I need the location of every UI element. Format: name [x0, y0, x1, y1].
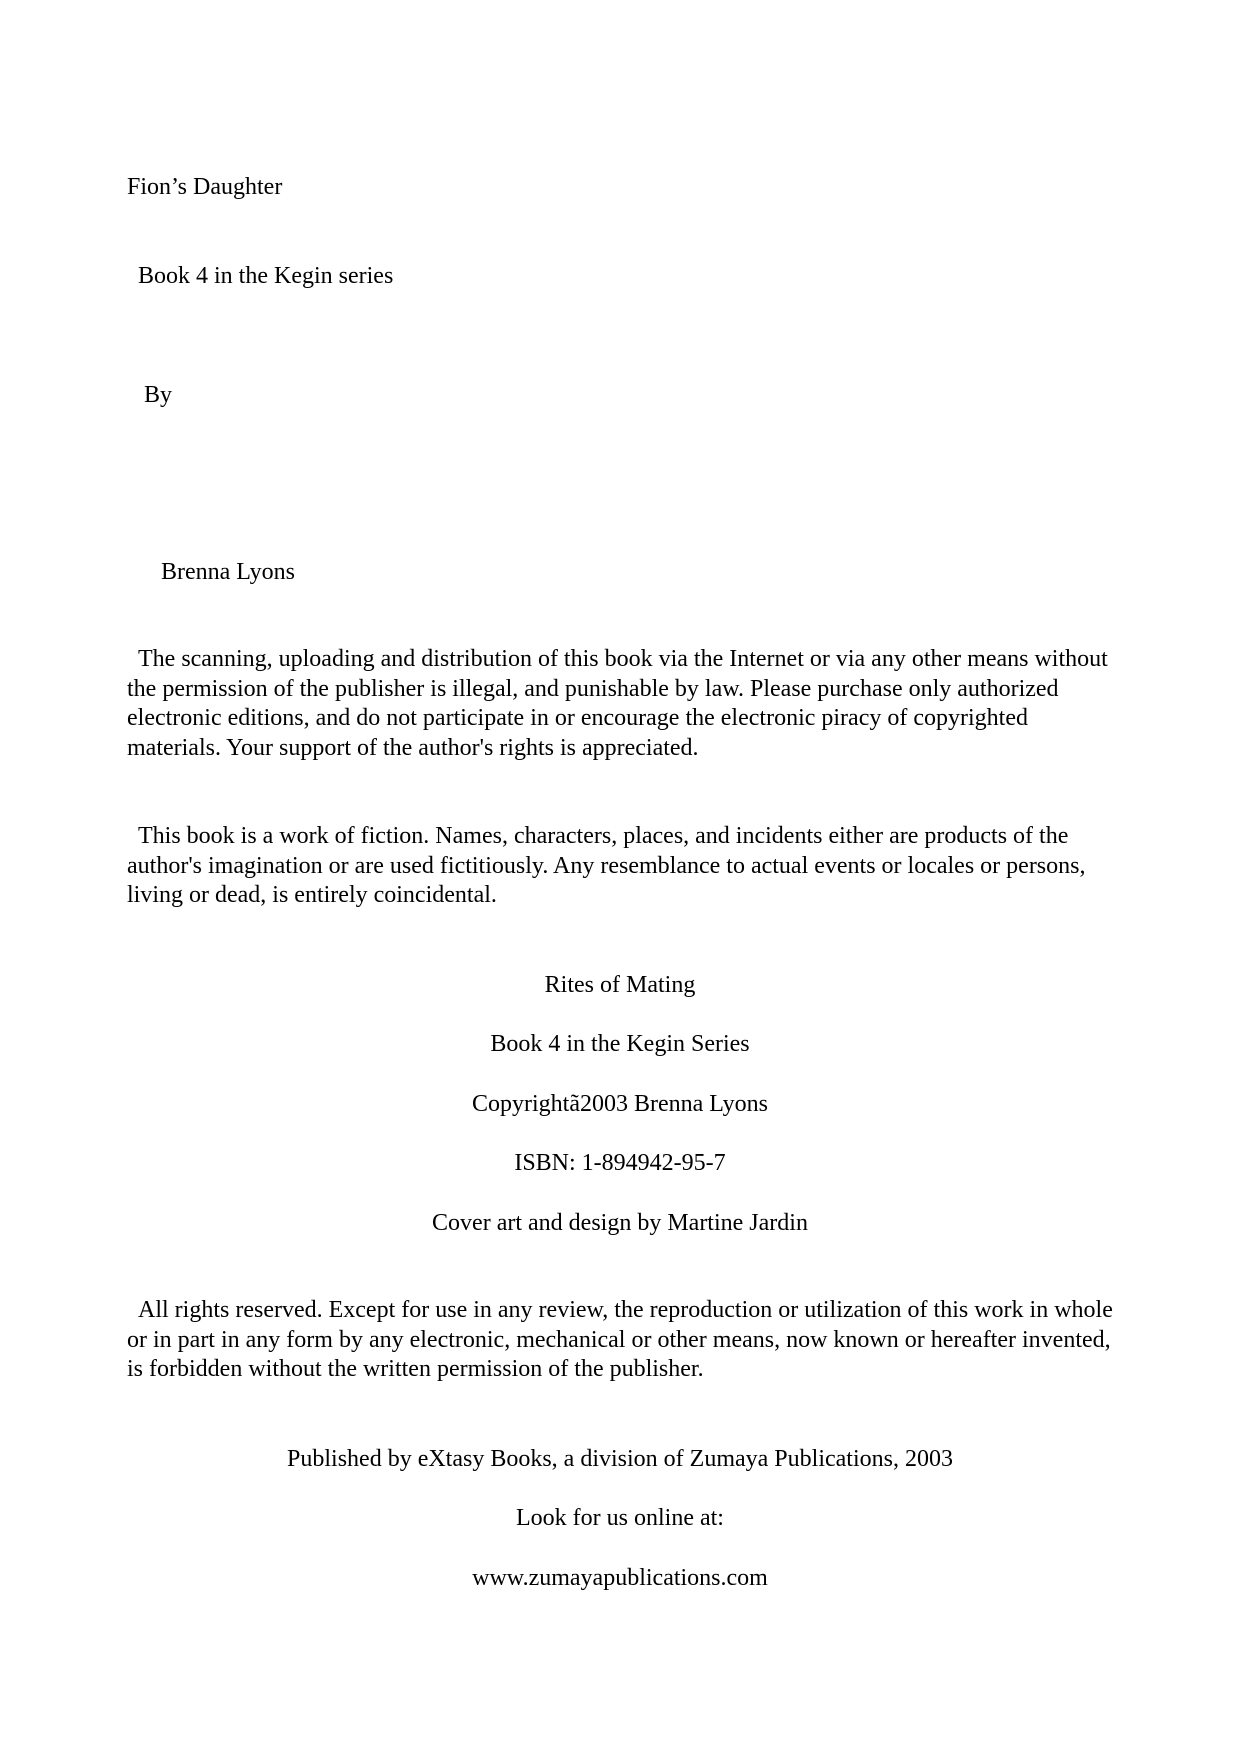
isbn-text: ISBN: 1-894942-95-7	[514, 1150, 726, 1176]
isbn-line	[0, 1148, 1240, 1178]
book-title: Fion’s Daughter	[127, 174, 283, 200]
series-line: Book 4 in the Kegin series	[138, 263, 394, 289]
website-link[interactable]: www.zumayapublications.com	[472, 1565, 768, 1591]
website-line	[0, 1563, 1240, 1593]
copyright-line	[0, 1089, 1240, 1119]
colophon-book-title-text: Rites of Mating	[544, 972, 696, 998]
look-online-text: Look for us online at:	[516, 1505, 724, 1531]
cover-credit	[0, 1208, 1240, 1238]
by-line: By	[144, 382, 173, 408]
rights-notice: All rights reserved. Except for use in any review, the reproduction or utilization of this work in whole or in part in any form by any electronic, mechanical or other means, now known or hereafter invented, is forbidden without the written permission of the publisher.	[127, 1297, 1113, 1382]
colophon-book-title	[0, 970, 1240, 1000]
copyright-text: Copyrightã2003 Brenna Lyons	[472, 1091, 768, 1117]
colophon-series-text: Book 4 in the Kegin Series	[490, 1031, 750, 1057]
look-online	[0, 1503, 1240, 1533]
published-by	[0, 1444, 1240, 1474]
author-name: Brenna Lyons	[161, 559, 295, 585]
fiction-disclaimer: This book is a work of fiction. Names, characters, places, and incidents either are products of the author's imagination or are used fictitiously. Any resemblance to actual events or locales or persons, living or dead, is entirely coincidental.	[127, 823, 1086, 908]
piracy-notice: The scanning, uploading and distribution of this book via the Internet or via any other means without the permission of the publisher is illegal, and punishable by law. Please purchase only authorized electronic editions, and do not participate in or encourage the electronic piracy of copyrighted materials. Your support of the author's rights is appreciated.	[127, 646, 1108, 761]
published-by-text: Published by eXtasy Books, a division of Zumaya Publications, 2003	[287, 1446, 953, 1472]
cover-credit-text: Cover art and design by Martine Jardin	[432, 1210, 808, 1236]
colophon-series	[0, 1029, 1240, 1059]
